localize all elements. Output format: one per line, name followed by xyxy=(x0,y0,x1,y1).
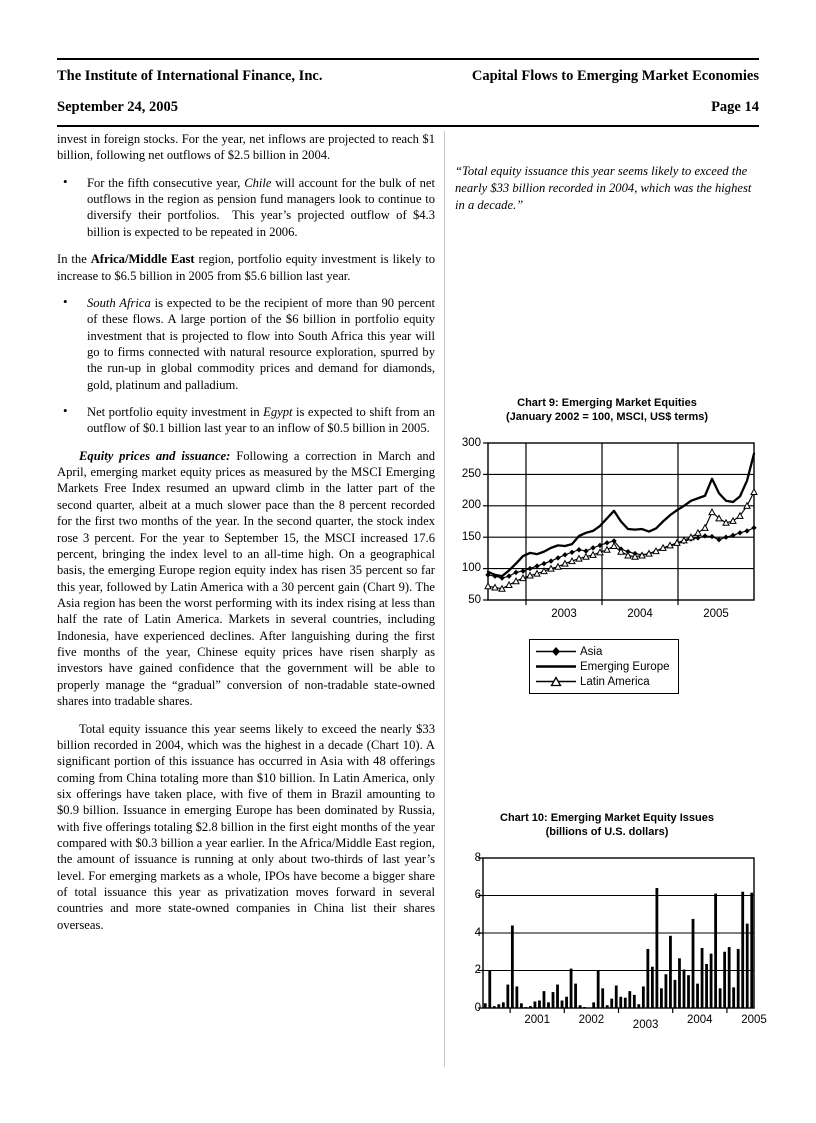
header-rule-bottom xyxy=(57,125,759,127)
chart-9-canvas xyxy=(455,435,759,635)
chart-10-canvas xyxy=(455,850,759,1045)
chart-10-x-tick: 2005 xyxy=(741,1013,767,1026)
chart-10-y-tick: 8 xyxy=(474,851,481,864)
chart-10-y-tick: 6 xyxy=(474,889,481,902)
header-row-secondary xyxy=(57,84,759,123)
legend-label-emerging-europe: Emerging Europe xyxy=(580,660,670,673)
chart-9-y-tick: 200 xyxy=(461,499,481,512)
chart-9-y-tick: 100 xyxy=(461,562,481,575)
emphasis-africa-middle-east: Africa/Middle East xyxy=(90,252,195,267)
chart-10-y-tick: 0 xyxy=(474,1001,481,1014)
legend-entry-emerging-europe xyxy=(534,659,670,674)
header-date: September 24, 2005 xyxy=(57,98,178,115)
bullet-list-egypt xyxy=(57,404,435,437)
emphasis-chile: Chile xyxy=(244,175,272,190)
emphasis-egypt: Egypt xyxy=(263,405,293,420)
chart-9-y-tick: 150 xyxy=(461,530,481,543)
chart-10-title-line1: Chart 10: Emerging Market Equity Issues xyxy=(500,812,714,824)
header-row-primary xyxy=(57,60,759,84)
column-divider xyxy=(444,131,445,1067)
legend-label-latin-america: Latin America xyxy=(580,675,650,688)
list-item xyxy=(57,295,435,393)
emphasis-south-africa: South Africa xyxy=(87,295,151,310)
chart-9-plot-area xyxy=(455,435,759,635)
header-page-number: Page 14 xyxy=(711,98,759,115)
chart-9-y-tick: 300 xyxy=(461,436,481,449)
chart-10-title xyxy=(455,811,759,840)
list-item: • For the fifth consecutive year, Chile will account for the bulk of net outflows in the region as pension fund managers look to continue to diversify their portfolios. This year’s projected outflow of $4.3 billion is expected to be repeated in 2006. xyxy=(57,175,435,240)
chart-10 xyxy=(455,811,767,1045)
page-header xyxy=(57,58,759,127)
chart-10-x-tick: 2004 xyxy=(687,1013,713,1026)
header-report-title: Capital Flows to Emerging Market Economies xyxy=(471,68,759,84)
chart-9-y-tick: 250 xyxy=(461,467,481,480)
paragraph-continuation: invest in foreign stocks. For the year, net inflows are projected to reach $1 billion, following net outflows of $2.5 billion in 2004. xyxy=(57,132,435,163)
text-post: is expected to be the recipient of more than 90 percent of these flows. A large portion of the $6 billion in portfolio equity investment that is projected to flow into South Africa this year will go to firms connected with natural resource exploration, spurred by the run-up in global commodity prices and demand for diamonds, gold, platinum and palladium. xyxy=(87,295,435,392)
legend-key-latin-america-icon xyxy=(534,675,578,688)
chart-9 xyxy=(455,396,759,635)
chart-10-x-tick: 2003 xyxy=(632,1018,659,1031)
chart-10-title-line2: (billions of U.S. dollars) xyxy=(545,826,669,839)
text-post: Following a correction in March and April, emerging market equity prices as measured by the MSCI Emerging Markets Free Index resumed an upward climb in the latter part of the second quarter, albeit at a much slower pace than the 8 percent recorded for the first two months of the year. In the second quarter, the stock index rose 3 percent. For the year to September 15, the MSCI increased 17.6 percent, bringing the index level to an all-time high. On a geographical basis, the emerging Europe region equity index has risen 35 percent so far this year, followed by Latin America with a 30 percent gain (Chart 9). The Asia region has been the worst performing with its index rising at less than half the rate of Latin America. Markets in several countries, including Indonesia, have experienced declines. After languishing during the first five months of the year, Chinese equity prices have risen sharply as investors have gained confidence that the government will be able to properly manage the “gradual” conversion of non-tradable state-owned shares into tradable shares. xyxy=(57,448,435,709)
chart-9-x-tick: 2005 xyxy=(703,607,729,620)
paragraph-total-issuance: Total equity issuance this year seems likely to exceed the nearly $33 billion recorded in 2004, which was the highest in a decade (Chart 10). A significant portion of this issuance has occurred in Asia with 48 offerings coming from China totaling more than $10 billion. In Latin America, only six offerings have taken place, with five of them in Brazil amounting to $0.9 billion. Issuance in emerging Europe has been dominated by Russia, with five offerings totaling $2.8 billion in the first eight months of the year compared with $0.3 billion a year earlier. In the Africa/Middle East region, the amount of issuance is running at only about two-thirds of last year’s level. For emerging markets as a whole, IPOs have become a bigger share of total issuance this year as privatization moves forward in several countries and more state-owned companies in China list their shares overseas. xyxy=(57,721,435,932)
chart-9-x-tick: 2003 xyxy=(551,607,577,620)
list-item xyxy=(57,404,435,437)
bullet-list-south-africa xyxy=(57,295,435,393)
chart-9-legend xyxy=(529,639,679,694)
pull-quote: “Total equity issuance this year seems likely to exceed the nearly $33 billion recorded in 2004, which was the highest in a decade.” xyxy=(455,164,752,212)
bullet-list-chile xyxy=(57,175,435,240)
text-pre: In the xyxy=(57,252,91,267)
text-post: region, portfolio equity investment is likely to increase to $6.5 billion in 2005 from $5.6 billion last year. xyxy=(57,252,435,283)
text-post: is expected to shift from an outflow of $0.1 billion last year to an inflow of $0.5 billion in 2005. xyxy=(87,405,435,436)
chart-9-title xyxy=(455,396,759,425)
header-organization: The Institute of International Finance, Inc. xyxy=(57,68,323,84)
legend-entry-latin-america xyxy=(534,674,670,689)
text-pre: Net portfolio equity investment in xyxy=(87,405,264,420)
chart-10-y-tick: 4 xyxy=(474,926,481,939)
legend-entry-asia xyxy=(534,644,670,659)
left-text-column xyxy=(57,131,435,944)
chart-9-x-tick: 2004 xyxy=(627,607,653,620)
legend-key-emerging-europe-icon xyxy=(534,660,578,673)
chart-9-title-line1: Chart 9: Emerging Market Equities xyxy=(517,397,697,409)
legend-key-asia-icon xyxy=(534,645,578,658)
legend-label-asia: Asia xyxy=(580,645,603,658)
chart-10-plot-area xyxy=(455,850,767,1045)
chart-10-y-tick: 2 xyxy=(474,964,481,977)
heading-equity-prices-issuance: Equity prices and issuance: xyxy=(79,448,231,463)
chart-10-x-tick: 2002 xyxy=(578,1013,605,1026)
chart-9-y-tick: 50 xyxy=(468,593,481,606)
paragraph-equity-prices xyxy=(57,448,435,710)
paragraph-africa-middle-east xyxy=(57,251,435,284)
chart-10-x-tick: 2001 xyxy=(524,1013,550,1026)
chart-9-title-line2: (January 2002 = 100, MSCI, US$ terms) xyxy=(505,411,709,424)
